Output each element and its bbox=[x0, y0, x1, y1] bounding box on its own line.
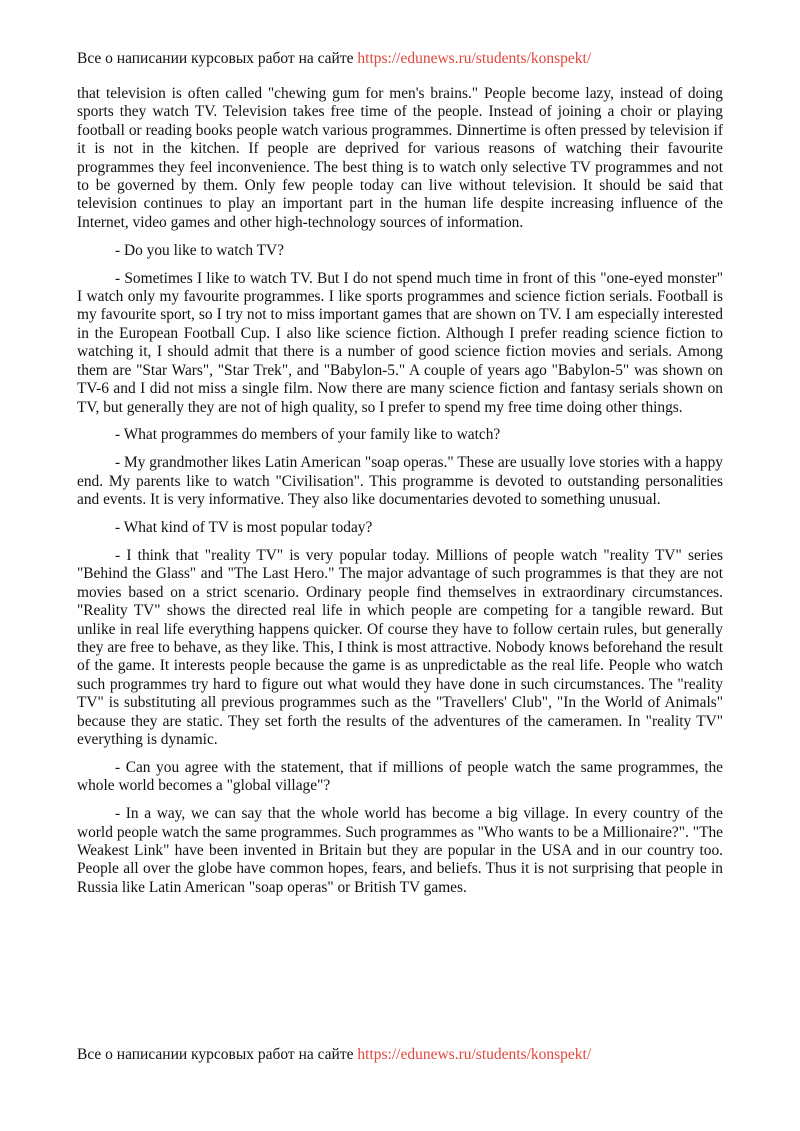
question-family: - What programmes do members of your family like to watch? bbox=[115, 426, 501, 444]
header-link[interactable]: https://edunews.ru/students/konspekt/ bbox=[357, 50, 592, 67]
paragraph-intro: that television is often called "chewing gum for men's brains." People become lazy, instead of doing sports they watch TV. Television takes free time of the people. Instead of joining a choir or playing football or reading books people watch various programmes. Dinnertime is often pressed by television if it is not in the kitchen. If people are deprived for various reasons of watching their favourite programmes they feel inconvenience. The best thing is to watch only selective TV programmes and not to be governed by them. Only few people today can live without television. It should be said that television continues to play an important part in the human life despite increasing influence of the Internet, video games and other high-technology sources of information. bbox=[77, 85, 723, 231]
question-like-tv: - Do you like to watch TV? bbox=[115, 241, 284, 259]
answer-global-village: - In a way, we can say that the whole world has become a big village. In every country of the world people watch the same programmes. Such programmes as "Who wants to be a Millionaire?". "The Weakest Link" have been invented in Britain but they are popular in the USA and in our country too. People all over the globe have common hopes, fears, and beliefs. Thus it is not surprising that people in Russia like Latin American "soap operas" or British TV games. bbox=[77, 805, 723, 896]
page-header bbox=[77, 49, 591, 69]
answer-family: - My grandmother likes Latin American "soap operas." These are usually love stories with a happy end. My parents like to watch "Civilisation". This programme is devoted to outstanding personalities and events. It is very informative. They also like documentaries devoted to something unusual. bbox=[77, 454, 723, 509]
question-popular-tv: - What kind of TV is most popular today? bbox=[115, 519, 373, 537]
question-global-village: - Can you agree with the statement, that if millions of people watch the same programmes, the whole world becomes a "global village"? bbox=[77, 758, 723, 795]
document-body bbox=[77, 85, 723, 907]
answer-popular-tv: - I think that "reality TV" is very popular today. Millions of people watch "reality TV" series "Behind the Glass" and "The Last Hero." The major advantage of such programmes is that they are not movies based on a strict scenario. Ordinary people find themselves in extraordinary circumstances. "Reality TV" shows the directed real life in which people are competing for a tangible reward. But unlike in real life everything happens quicker. Of course they have to follow certain rules, but generally they are free to behave, as they like. This, I think is most attractive. Nobody knows beforehand the result of the game. It interests people because the game is as unpredictable as the real life. People who watch such programmes try hard to figure out what would they have done in such circumstances. The "reality TV" is substituting all previous programmes such as the "Travellers' Club", "In the World of Animals" because they are static. They set forth the results of the adventures of the cameramen. In "reality TV" everything is dynamic. bbox=[77, 546, 723, 748]
footer-text: Все о написании курсовых работ на сайте bbox=[77, 1046, 358, 1063]
footer-link[interactable]: https://edunews.ru/students/konspekt/ bbox=[357, 1046, 592, 1063]
answer-like-tv: - Sometimes I like to watch TV. But I do not spend much time in front of this "one-eyed monster" I watch only my favourite programmes. I like sports programmes and science fiction serials. Football is my favourite sport, so I try not to miss important games that are shown on TV. I am especially interested in the European Football Cup. I also like science fiction. Although I prefer reading science fiction to watching it, I should admit that there is a number of good science fiction movies and serials. Among them are "Star Wars", "Star Trek", and "Babylon-5." A couple of years ago "Babylon-5" was shown on TV-6 and I did not miss a single film. Now there are many science fiction and fantasy serials shown on TV, but generally they are not of high quality, so I prefer to spend my free time doing other things. bbox=[77, 269, 723, 416]
header-text: Все о написании курсовых работ на сайте bbox=[77, 50, 358, 67]
page-footer bbox=[77, 1045, 591, 1065]
